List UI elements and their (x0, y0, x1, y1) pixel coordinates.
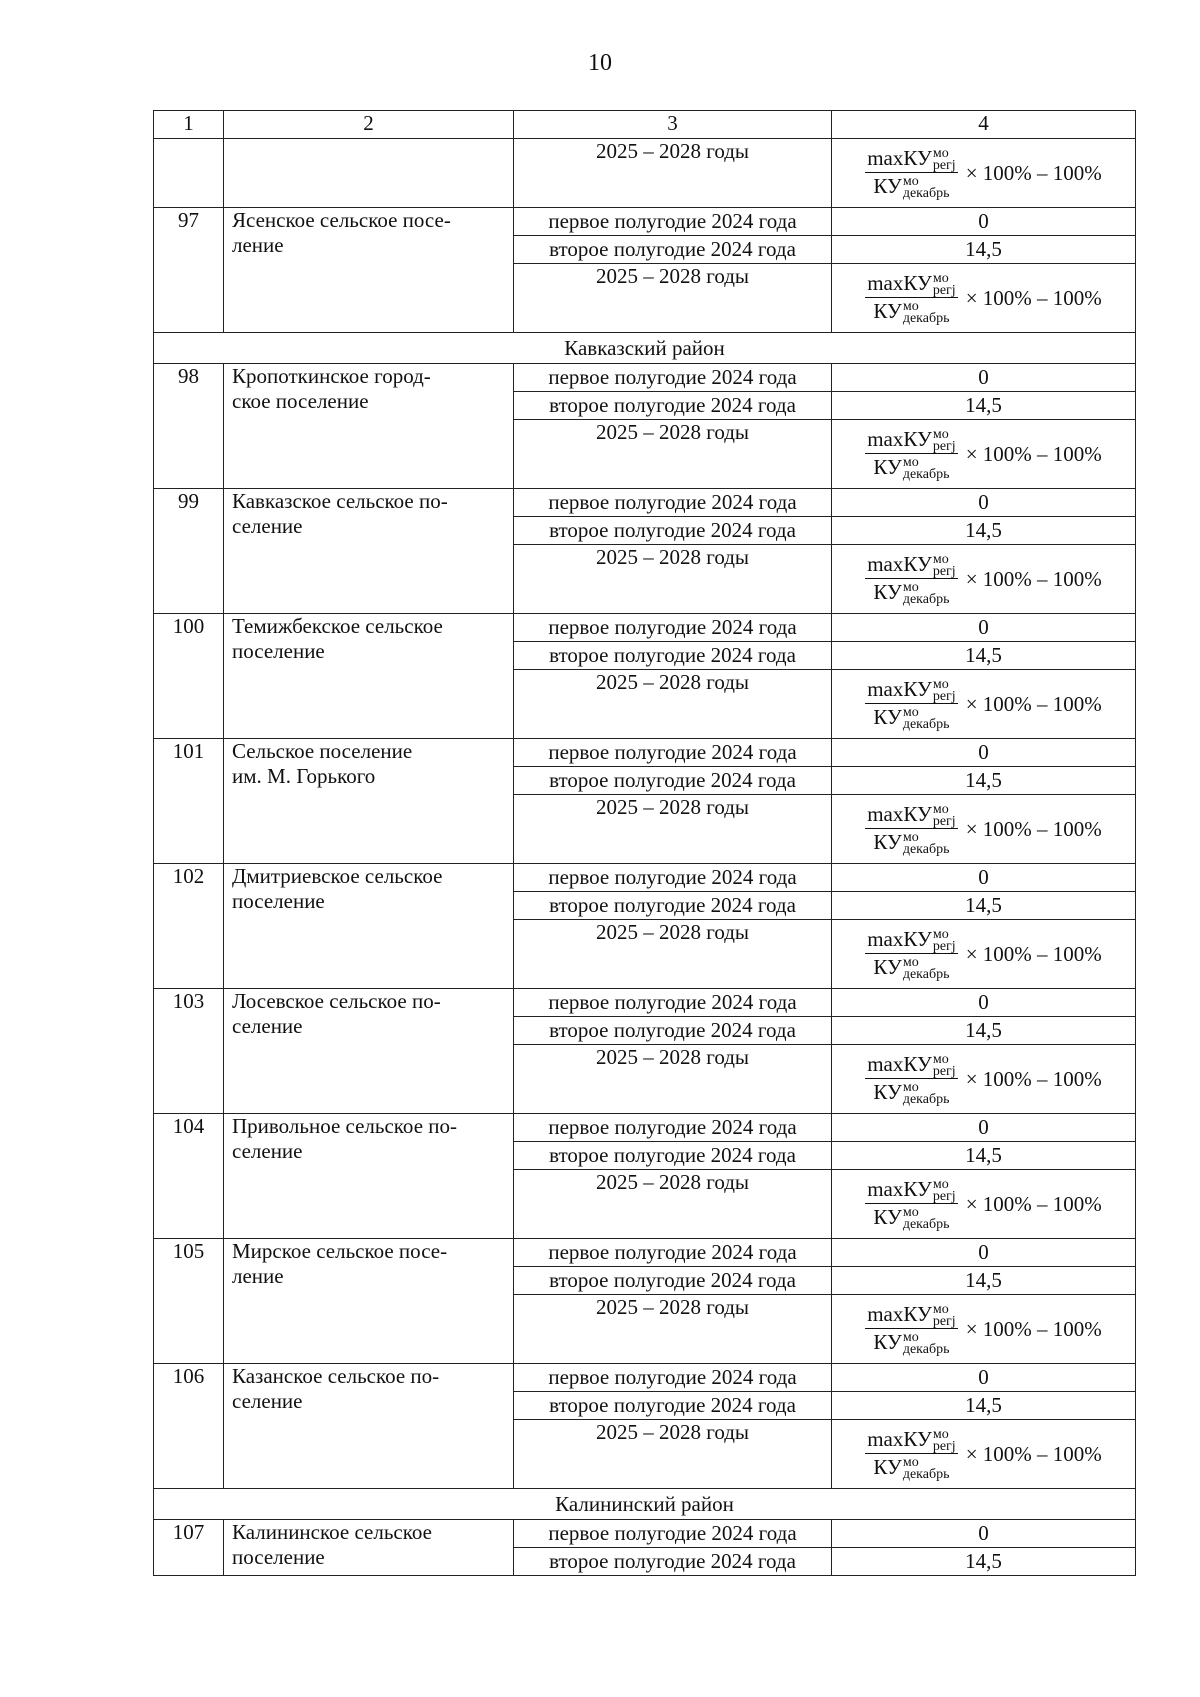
period-cell: второе полугодие 2024 года (514, 1548, 832, 1576)
formula-multiplier: × 100% – 100% (965, 691, 1102, 716)
period-cell: второе полугодие 2024 года (514, 1392, 832, 1420)
formula-cell (832, 545, 1136, 614)
formula-cell (832, 139, 1136, 208)
row-number: 103 (154, 989, 224, 1114)
formula-numerator: maxКУ мо регj (867, 1176, 956, 1204)
value-cell: 14,5 (832, 1392, 1136, 1420)
formula-denominator: КУ мо декабрь (873, 1455, 950, 1483)
growth-formula (832, 1420, 1135, 1488)
formula-denominator: КУ мо декабрь (873, 1330, 950, 1358)
formula-fraction (865, 677, 957, 731)
period-cell: второе полугодие 2024 года (514, 892, 832, 920)
growth-formula (832, 1170, 1135, 1238)
formula-denominator: КУ мо декабрь (873, 1205, 950, 1233)
period-cell: первое полугодие 2024 года (514, 1364, 832, 1392)
period-cell: первое полугодие 2024 года (514, 739, 832, 767)
growth-formula (832, 920, 1135, 988)
formula-numerator: maxКУ мо регj (867, 676, 956, 704)
formula-cell (832, 795, 1136, 864)
formula-numerator: maxКУ мо регj (867, 551, 956, 579)
period-cell: 2025 – 2028 годы (514, 1420, 832, 1489)
period-cell: 2025 – 2028 годы (514, 1170, 832, 1239)
formula-fraction (865, 1177, 957, 1231)
period-cell: первое полугодие 2024 года (514, 989, 832, 1017)
row-number: 107 (154, 1520, 224, 1576)
settlement-name: Калининское сельское поселение (224, 1520, 514, 1576)
formula-fraction (865, 552, 957, 606)
row-number: 102 (154, 864, 224, 989)
growth-formula (832, 139, 1135, 207)
formula-fraction (865, 927, 957, 981)
period-cell: 2025 – 2028 годы (514, 264, 832, 333)
value-cell: 0 (832, 1520, 1136, 1548)
period-cell: 2025 – 2028 годы (514, 420, 832, 489)
period-cell: 2025 – 2028 годы (514, 545, 832, 614)
formula-fraction (865, 1427, 957, 1481)
row-number: 104 (154, 1114, 224, 1239)
period-cell: второе полугодие 2024 года (514, 236, 832, 264)
formula-multiplier: × 100% – 100% (965, 816, 1102, 841)
row-number: 98 (154, 364, 224, 489)
table-row (154, 1520, 1136, 1548)
header-col-2: 2 (224, 111, 514, 139)
formula-denominator: КУ мо декабрь (873, 705, 950, 733)
value-cell: 14,5 (832, 1142, 1136, 1170)
period-cell: 2025 – 2028 годы (514, 670, 832, 739)
row-number: 105 (154, 1239, 224, 1364)
period-cell: второе полугодие 2024 года (514, 767, 832, 795)
formula-numerator: maxКУ мо регj (867, 145, 956, 173)
header-col-3: 3 (514, 111, 832, 139)
growth-formula (832, 670, 1135, 738)
formula-numerator: maxКУ мо регj (867, 1426, 956, 1454)
settlement-name: Кропоткинское город- ское поселение (224, 364, 514, 489)
value-cell: 14,5 (832, 392, 1136, 420)
row-number: 101 (154, 739, 224, 864)
section-title: Калининский район (154, 1489, 1136, 1520)
value-cell: 14,5 (832, 767, 1136, 795)
period-cell: второе полугодие 2024 года (514, 392, 832, 420)
period-cell: первое полугодие 2024 года (514, 208, 832, 236)
formula-fraction (865, 271, 957, 325)
formula-fraction (865, 1302, 957, 1356)
section-row (154, 1489, 1136, 1520)
header-col-1: 1 (154, 111, 224, 139)
table-header-row (154, 111, 1136, 139)
period-cell: первое полугодие 2024 года (514, 489, 832, 517)
value-cell: 14,5 (832, 517, 1136, 545)
formula-fraction (865, 1052, 957, 1106)
settlement-name-cell (224, 139, 514, 208)
growth-formula (832, 795, 1135, 863)
table-row (154, 208, 1136, 236)
row-number: 100 (154, 614, 224, 739)
settlement-name: Казанское сельское по- селение (224, 1364, 514, 1489)
value-cell: 14,5 (832, 1267, 1136, 1295)
period-cell: второе полугодие 2024 года (514, 1142, 832, 1170)
settlement-name: Сельское поселение им. М. Горького (224, 739, 514, 864)
value-cell: 14,5 (832, 1017, 1136, 1045)
header-col-4: 4 (832, 111, 1136, 139)
formula-denominator: КУ мо декабрь (873, 299, 950, 327)
period-cell: второе полугодие 2024 года (514, 517, 832, 545)
row-number: 99 (154, 489, 224, 614)
settlement-name: Кавказское сельское по- селение (224, 489, 514, 614)
period-cell: 2025 – 2028 годы (514, 139, 832, 208)
row-number: 97 (154, 208, 224, 333)
formula-numerator: maxКУ мо регj (867, 426, 956, 454)
formula-cell (832, 1170, 1136, 1239)
period-cell: первое полугодие 2024 года (514, 864, 832, 892)
period-cell: второе полугодие 2024 года (514, 1267, 832, 1295)
formula-multiplier: × 100% – 100% (965, 285, 1102, 310)
formula-multiplier: × 100% – 100% (965, 566, 1102, 591)
row-number-cell (154, 139, 224, 208)
value-cell: 0 (832, 1239, 1136, 1267)
formula-denominator: КУ мо декабрь (873, 830, 950, 858)
period-cell: 2025 – 2028 годы (514, 795, 832, 864)
formula-fraction (865, 146, 957, 200)
settlement-name: Ясенское сельское посе- ление (224, 208, 514, 333)
formula-denominator: КУ мо декабрь (873, 580, 950, 608)
period-cell: первое полугодие 2024 года (514, 1520, 832, 1548)
value-cell: 14,5 (832, 236, 1136, 264)
value-cell: 14,5 (832, 642, 1136, 670)
formula-numerator: maxКУ мо регj (867, 270, 956, 298)
period-cell: второе полугодие 2024 года (514, 1017, 832, 1045)
table-row (154, 614, 1136, 642)
formula-cell (832, 420, 1136, 489)
period-cell: первое полугодие 2024 года (514, 1239, 832, 1267)
value-cell: 0 (832, 208, 1136, 236)
formula-multiplier: × 100% – 100% (965, 941, 1102, 966)
period-cell: первое полугодие 2024 года (514, 1114, 832, 1142)
formula-multiplier: × 100% – 100% (965, 1316, 1102, 1341)
formula-numerator: maxКУ мо регj (867, 1301, 956, 1329)
formula-multiplier: × 100% – 100% (965, 1441, 1102, 1466)
growth-formula (832, 420, 1135, 488)
settlement-name: Дмитриевское сельское поселение (224, 864, 514, 989)
value-cell: 0 (832, 489, 1136, 517)
settlement-name: Привольное сельское по- селение (224, 1114, 514, 1239)
settlement-name: Лосевское сельское по- селение (224, 989, 514, 1114)
value-cell: 0 (832, 1364, 1136, 1392)
value-cell: 0 (832, 1114, 1136, 1142)
value-cell: 14,5 (832, 892, 1136, 920)
period-cell: первое полугодие 2024 года (514, 364, 832, 392)
value-cell: 0 (832, 864, 1136, 892)
table-row (154, 489, 1136, 517)
growth-formula (832, 1045, 1135, 1113)
page-number: 10 (588, 50, 612, 76)
period-cell: первое полугодие 2024 года (514, 614, 832, 642)
row-number: 106 (154, 1364, 224, 1489)
formula-cell (832, 670, 1136, 739)
value-cell: 0 (832, 989, 1136, 1017)
formula-multiplier: × 100% – 100% (965, 160, 1102, 185)
formula-cell (832, 920, 1136, 989)
formula-cell (832, 1045, 1136, 1114)
table-row (154, 1364, 1136, 1392)
period-cell: 2025 – 2028 годы (514, 920, 832, 989)
value-cell: 14,5 (832, 1548, 1136, 1576)
formula-fraction (865, 802, 957, 856)
formula-denominator: КУ мо декабрь (873, 455, 950, 483)
value-cell: 0 (832, 614, 1136, 642)
table-row (154, 1239, 1136, 1267)
table-row (154, 364, 1136, 392)
value-cell: 0 (832, 364, 1136, 392)
formula-denominator: КУ мо декабрь (873, 174, 950, 202)
value-cell: 0 (832, 739, 1136, 767)
growth-formula (832, 1295, 1135, 1363)
growth-formula (832, 264, 1135, 332)
formula-cell (832, 1420, 1136, 1489)
table-row (154, 139, 1136, 208)
formula-numerator: maxКУ мо регj (867, 1051, 956, 1079)
formula-numerator: maxКУ мо регj (867, 801, 956, 829)
formula-multiplier: × 100% – 100% (965, 441, 1102, 466)
section-row (154, 333, 1136, 364)
formula-denominator: КУ мо декабрь (873, 1080, 950, 1108)
formula-multiplier: × 100% – 100% (965, 1066, 1102, 1091)
table-row (154, 739, 1136, 767)
period-cell: второе полугодие 2024 года (514, 642, 832, 670)
formula-multiplier: × 100% – 100% (965, 1191, 1102, 1216)
formula-cell (832, 264, 1136, 333)
formula-numerator: maxКУ мо регj (867, 926, 956, 954)
growth-formula (832, 545, 1135, 613)
table-row (154, 989, 1136, 1017)
period-cell: 2025 – 2028 годы (514, 1295, 832, 1364)
settlement-name: Темижбекское сельское поселение (224, 614, 514, 739)
formula-denominator: КУ мо декабрь (873, 955, 950, 983)
period-cell: 2025 – 2028 годы (514, 1045, 832, 1114)
settlement-name: Мирское сельское посе- ление (224, 1239, 514, 1364)
section-title: Кавказский район (154, 333, 1136, 364)
table-row (154, 1114, 1136, 1142)
table-row (154, 864, 1136, 892)
tariff-table (153, 110, 1136, 1576)
formula-cell (832, 1295, 1136, 1364)
formula-fraction (865, 427, 957, 481)
